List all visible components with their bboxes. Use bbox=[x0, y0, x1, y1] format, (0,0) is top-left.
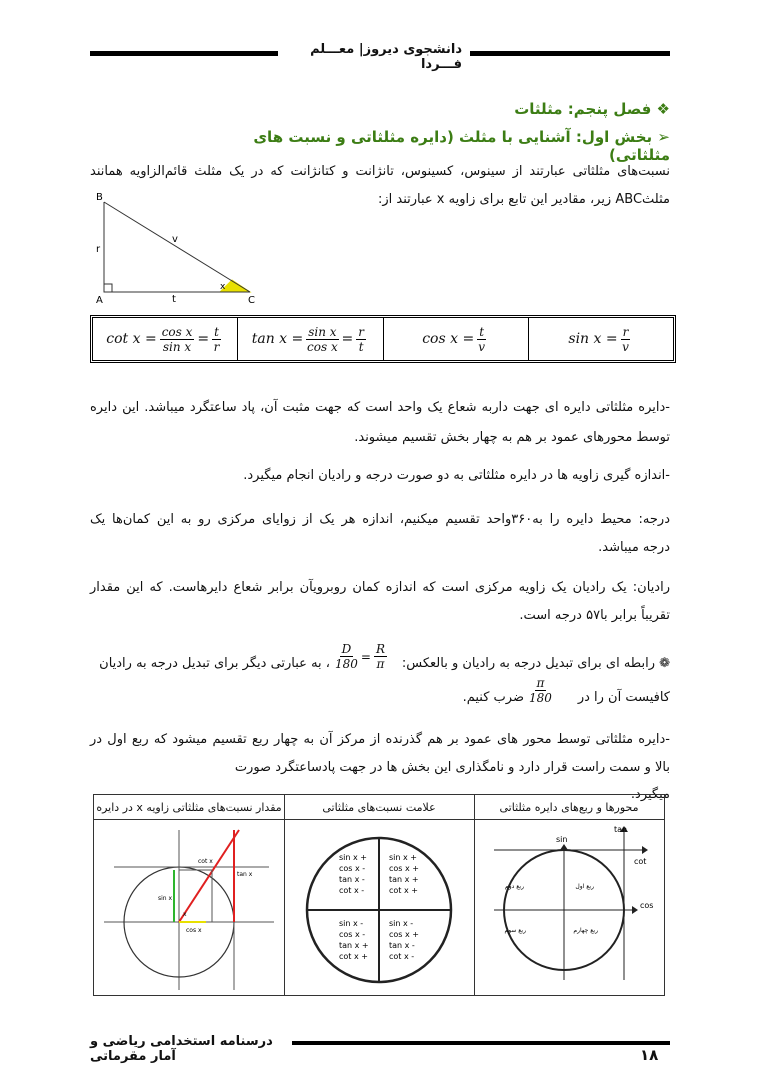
formula-cos: cos x = $\frac{t}{v}$ bbox=[383, 318, 528, 360]
svg-text:cot x -: cot x - bbox=[389, 952, 415, 961]
conversion-formula: $\frac{D}{180}$ = $\frac{R}{\pi}$ bbox=[335, 642, 386, 671]
paragraph-6-line-1: -دایره مثلثاتی توسط محور های عمود بر هم گذرنده از مرکز آن به چهار ربع تقسیم میشود که ربع اول در bbox=[90, 732, 670, 747]
label-x: x bbox=[183, 911, 187, 918]
angle-x: x bbox=[220, 282, 226, 292]
vertex-a: A bbox=[96, 295, 103, 306]
svg-text:sin x +: sin x + bbox=[339, 853, 367, 862]
vertex-c: C bbox=[248, 295, 255, 306]
axis-tan: tan bbox=[614, 825, 628, 834]
svg-text:cos x -: cos x - bbox=[339, 930, 366, 939]
signs-q4 bbox=[389, 919, 419, 961]
cos-arrow-icon bbox=[632, 906, 638, 914]
svg-text:cot x -: cot x - bbox=[339, 886, 365, 895]
formula-sin: sin x = $\frac{r}{v}$ bbox=[528, 318, 673, 360]
header-title: دانشجوی دیروز| معـــلم فـــردا bbox=[310, 42, 462, 72]
svg-text:sin x +: sin x + bbox=[389, 853, 417, 862]
caption-axes: محورها و ربع‌های دایره مثلثاتی bbox=[474, 795, 664, 820]
quadrant-2: ربع دوم bbox=[505, 883, 524, 890]
chapter-title: فصل پنجم: مثلثات bbox=[514, 100, 652, 118]
svg-text:tan x -: tan x - bbox=[339, 875, 365, 884]
paragraph-5-line-2-a: کافیست آن را در bbox=[577, 690, 670, 705]
label-tanx: tan x bbox=[237, 871, 253, 878]
vertex-b: B bbox=[96, 192, 103, 203]
signs-q2 bbox=[339, 853, 367, 895]
paragraph-3-line-1: درجه: محیط دایره را به۳۶۰واحد تقسیم میکنیم، اندازه هر یک از زوایای مرکزی رو به این کمان‌ها یک bbox=[90, 512, 670, 527]
label-sinx: sin x bbox=[158, 895, 173, 902]
side-r: r bbox=[96, 244, 101, 255]
quadrant-4: ربع چهارم bbox=[573, 927, 598, 934]
svg-text:cos x -: cos x - bbox=[339, 864, 366, 873]
page-number: ۱۸ bbox=[640, 1046, 659, 1064]
label-cotx: cot x bbox=[198, 858, 213, 865]
paragraph-4-line-2: تقریباً برابر با۵۷ درجه است. bbox=[519, 608, 670, 623]
footer-rule bbox=[292, 1041, 670, 1045]
sin-arrow-icon bbox=[560, 844, 568, 850]
unit-circle-figure bbox=[93, 794, 665, 996]
paragraph-2: -اندازه گیری زاویه ها در دایره مثلثاتی به دو صورت درجه و رادیان انجام میگیرد. bbox=[243, 468, 670, 483]
side-t: t bbox=[172, 294, 176, 305]
axis-cos: cos bbox=[640, 901, 654, 910]
paragraph-4-line-1: رادیان: یک رادیان یک زاویه مرکزی است که اندازه کمان روبرویآن برابر شعاع دایرهاست. که این مقدار bbox=[90, 580, 670, 595]
paragraph-5-line-1-a: ❁ رابطه ای برای تبدیل درجه به رادیان و بالعکس: bbox=[401, 656, 670, 671]
right-angle-icon bbox=[104, 284, 112, 292]
svg-text:tan x +: tan x + bbox=[389, 875, 419, 884]
svg-text:tan x +: tan x + bbox=[339, 941, 369, 950]
caption-values: مقدار نسبت‌های مثلثاتی زاویه x در دایره bbox=[94, 795, 284, 820]
axis-cot: cot bbox=[634, 857, 647, 866]
values-diagram bbox=[94, 820, 284, 994]
cot-arrow-icon bbox=[642, 846, 648, 854]
paragraph-1-line-1: -دایره مثلثاتی دایره ای جهت دارﺑﻪ شعاع یک واحد است که جهت مثبت آن، پاد ساعتگرد میباشد. این دایره bbox=[90, 400, 670, 415]
svg-text:cot x +: cot x + bbox=[339, 952, 368, 961]
section-title: بخش اول: آشنایی با مثلث (دایره مثلثاتی و نسبت های مثلثاتی) bbox=[253, 128, 670, 164]
intro-line-2: مثلثABC زیر، مقادیر این تابع برای زاویه x عبارتند از: bbox=[377, 192, 670, 207]
quadrant-3: ربع سوم bbox=[504, 927, 526, 934]
label-cosx: cos x bbox=[186, 927, 202, 934]
quadrant-1: ربع اول bbox=[575, 883, 594, 890]
signs-q3 bbox=[339, 919, 369, 961]
header-rule-right bbox=[470, 51, 670, 56]
section-bullet-icon: ➢ bbox=[657, 128, 670, 146]
svg-text:sin x -: sin x - bbox=[389, 919, 414, 928]
svg-text:cos x +: cos x + bbox=[389, 864, 419, 873]
pi-over-180: $\frac{\pi}{180}$ bbox=[529, 676, 552, 705]
radius-line bbox=[179, 830, 239, 922]
axes-diagram bbox=[474, 820, 664, 994]
paragraph-5-line-2-b: ضرب کنیم. bbox=[462, 690, 524, 705]
svg-text:sin x -: sin x - bbox=[339, 919, 364, 928]
svg-text:tan x -: tan x - bbox=[389, 941, 415, 950]
caption-signs: علامت نسبت‌های مثلثاتی bbox=[284, 795, 474, 820]
signs-diagram bbox=[284, 820, 474, 994]
svg-text:cot x +: cot x + bbox=[389, 886, 418, 895]
formula-cot: cot x = $\frac{\text{cos x}}{\text{sin x}}$ = $\frac{t}{r}$ bbox=[106, 324, 220, 354]
formula-table bbox=[90, 315, 676, 363]
chapter-bullet-icon: ❖ bbox=[656, 100, 670, 118]
footer-title: درسنامه استخدامی ریاضی و آمار مقرماتی bbox=[90, 1034, 273, 1064]
paragraph-3-line-2: درجه میباشد. bbox=[598, 540, 670, 555]
header-rule-left bbox=[90, 51, 278, 56]
paragraph-5-line-1-b: ، به عبارتی دیگر برای تبدیل درجه به رادیان bbox=[99, 656, 330, 671]
side-v: v bbox=[172, 234, 178, 245]
intro-line-1: نسبت‌های مثلثاتی عبارتند از سینوس، کسینوس، تانژانت و کتانژانت که در یک مثلث قائم‌الزاویه همانند bbox=[90, 164, 670, 179]
formula-tan: tan x = $\frac{\text{sin x}}{\text{cos x}}$ = $\frac{r}{t}$ bbox=[237, 318, 382, 360]
svg-text:cos x +: cos x + bbox=[389, 930, 419, 939]
paragraph-1-line-2: توسط محورهای عمود بر هم به چهار بخش تقسیم میشوند. bbox=[354, 430, 670, 445]
triangle-abc-diagram bbox=[92, 190, 262, 308]
paragraph-6-line-2: بالا و سمت راست قرار دارد و نامگذاری این بخش ها در جهت پادساعتگرد صورت میگیرد. bbox=[234, 760, 670, 802]
axis-sin: sin bbox=[556, 835, 568, 844]
signs-q1 bbox=[389, 853, 419, 895]
chapter-heading bbox=[400, 100, 670, 118]
